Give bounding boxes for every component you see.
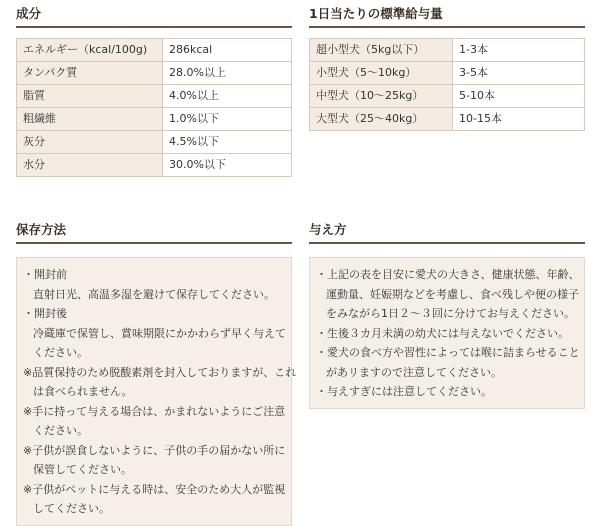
feeding-guide-table (309, 38, 585, 131)
nutrition-value: 28.0%以上 (163, 62, 292, 85)
nutrition-label: 水分 (17, 154, 163, 177)
feeding-amount: 10-15本 (453, 108, 585, 131)
storage-line: ください。 (33, 424, 88, 437)
feeding-amount: 1-3本 (453, 39, 585, 62)
dog-size-label: 小型犬（5～10kg） (310, 62, 453, 85)
storage-line: ※子供が誤食しないように、子供の手の届かない所に (23, 443, 286, 457)
storage-line: 保管してください。 (33, 463, 132, 476)
how-to-feed-line: ・与えすぎには注意してください。 (316, 385, 492, 398)
dog-size-label: 超小型犬（5kg以下） (310, 39, 453, 62)
table-row (17, 108, 292, 131)
nutrition-label: 灰分 (17, 131, 163, 154)
nutrition-label: 脂質 (17, 85, 163, 108)
table-row (310, 62, 585, 85)
table-row (310, 39, 585, 62)
table-row (17, 39, 292, 62)
table-row (310, 85, 585, 108)
table-row (17, 62, 292, 85)
how-to-feed-line: ・愛犬の食べ方や習性によっては喉に詰まらせること (316, 346, 580, 359)
nutrition-value: 1.0%以下 (163, 108, 292, 131)
storage-line: ※子供がペットに与える時は、安全のため大人が監視 (23, 482, 286, 496)
table-row (17, 85, 292, 108)
nutrition-label: エネルギー（kcal/100g) (17, 39, 163, 62)
table-row (310, 108, 585, 131)
feeding-amount: 3-5本 (453, 62, 585, 85)
how-to-feed-line: ・上記の表を目安に愛犬の大きさ、健康状態、年齢、 (316, 268, 580, 281)
feeding-guide-heading: 1日当たりの標準給与量 (309, 6, 585, 28)
nutrition-table (16, 38, 292, 177)
storage-line: してください。 (33, 502, 110, 515)
nutrition-value: 286kcal (163, 39, 292, 62)
how-to-feed-heading: 与え方 (309, 222, 585, 244)
nutrition-value: 30.0%以下 (163, 154, 292, 177)
storage-line: ※手に持って与える場合は、かまれないようにご注意 (23, 404, 286, 418)
nutrition-value: 4.0%以上 (163, 85, 292, 108)
storage-line: ※品質保持のため脱酸素剤を封入しておりますが、これ (23, 365, 297, 379)
dog-size-label: 大型犬（25～40kg） (310, 108, 453, 131)
storage-line: は食べられません。 (33, 385, 133, 398)
feeding-amount: 5-10本 (453, 85, 585, 108)
storage-line: ください。 (33, 346, 88, 359)
how-to-feed-line: があリますので注意してください。 (326, 365, 502, 379)
storage-line: ・開封後 (23, 307, 67, 320)
storage-note-box (16, 257, 297, 526)
table-row (17, 154, 292, 177)
how-to-feed-line: ・生後３カ月未満の幼犬には与えないでください。 (316, 326, 569, 340)
storage-heading: 保存方法 (16, 222, 292, 244)
nutrition-label: 粗繊維 (17, 108, 163, 131)
how-to-feed-line: をみながら1日２～３回に分けてお与えください。 (326, 307, 575, 320)
dog-size-label: 中型犬（10～25kg） (310, 85, 453, 108)
storage-line: ・開封前 (23, 268, 67, 281)
how-to-feed-line: 運動量、妊娠期などを考慮し、食べ残しや便の様子 (326, 287, 579, 301)
nutrition-value: 4.5%以下 (163, 131, 292, 154)
nutrition-label: タンパク質 (17, 62, 163, 85)
how-to-feed-note-box (309, 257, 585, 409)
storage-line: 冷蔵庫で保管し、賞味期限にかかわらず早く与えて (33, 326, 286, 340)
nutrition-heading: 成分 (16, 6, 292, 28)
table-row (17, 131, 292, 154)
storage-line: 直射日光、高温多湿を避けて保存してください。 (33, 287, 275, 301)
